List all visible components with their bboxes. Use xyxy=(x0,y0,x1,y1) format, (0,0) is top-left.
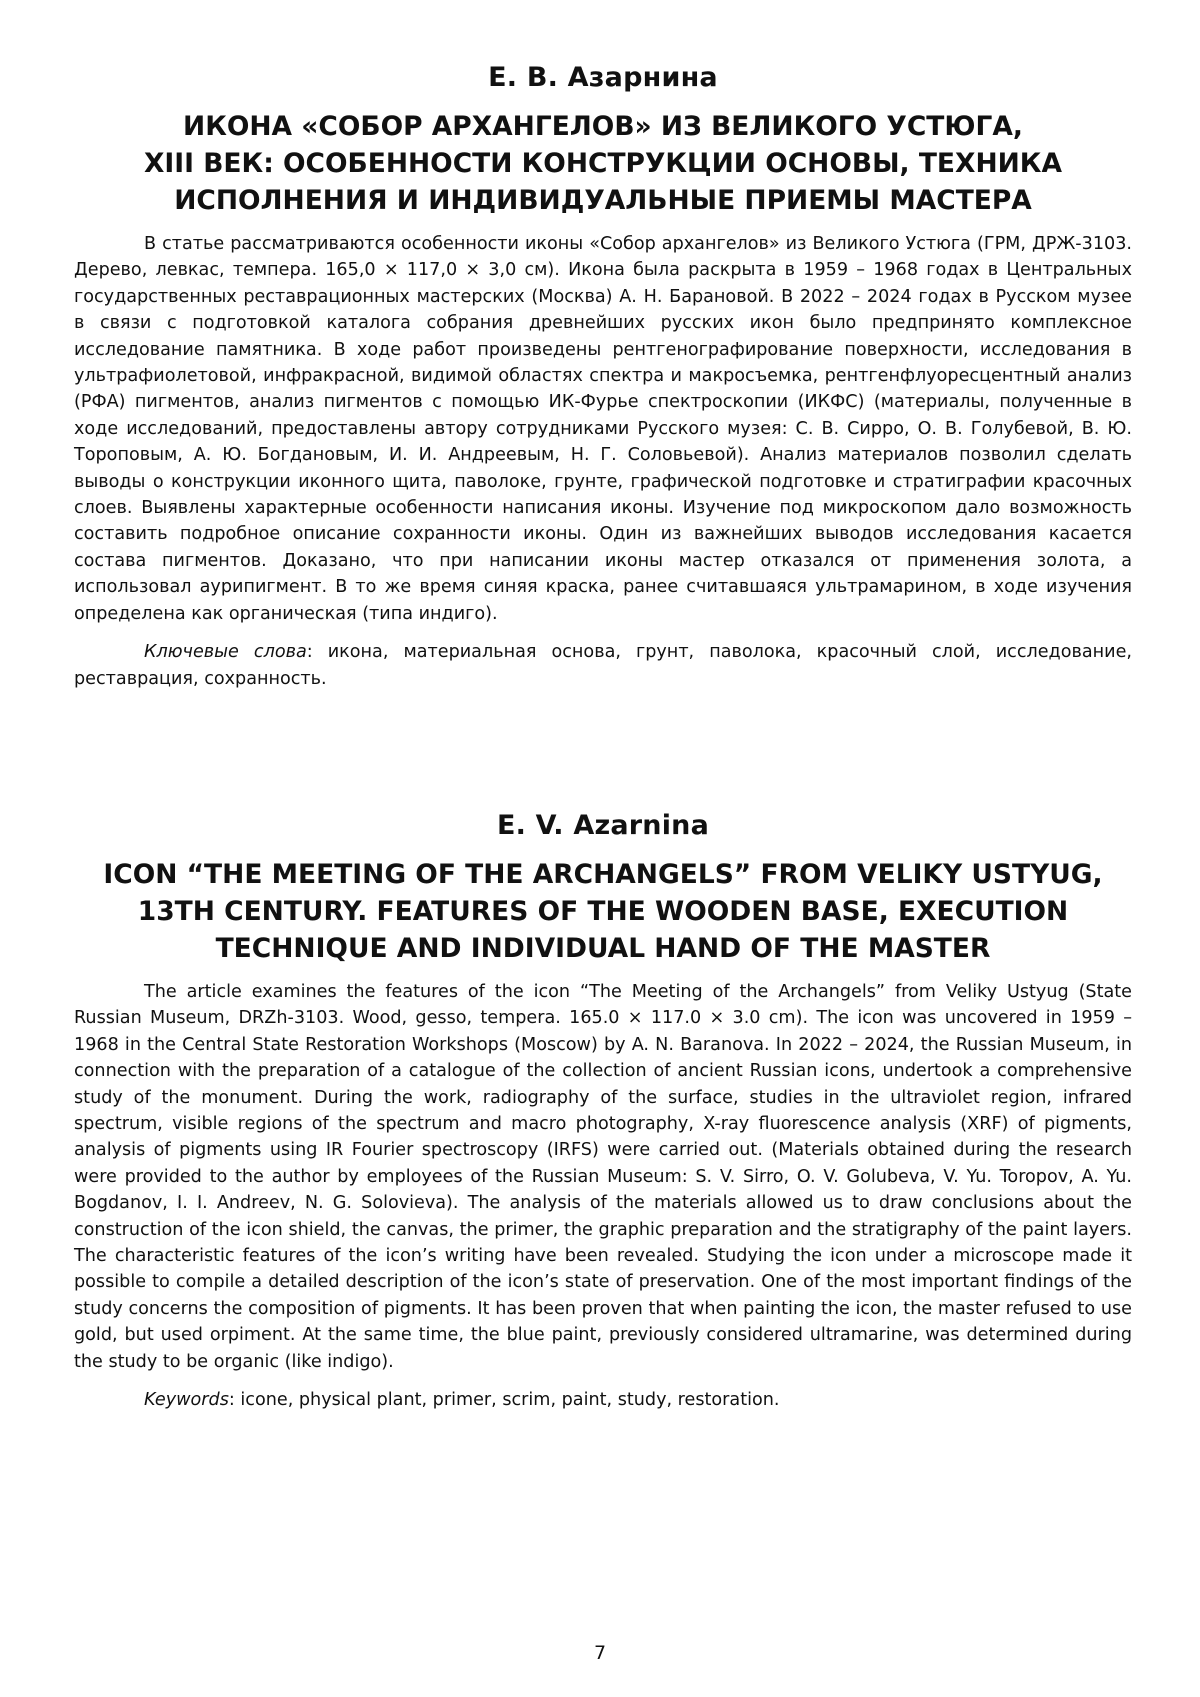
title-line: ИСПОЛНЕНИЯ И ИНДИВИДУАЛЬНЫЕ ПРИЕМЫ МАСТЕРА xyxy=(174,185,1032,216)
abstract-en: The article examines the features of the icon “The Meeting of the Archangels” from Veliky Ustyug (State Russian Museum, DRZh-3103. Wood, gesso, tempera. 165.0 × 117.0 × 3.0 cm). The icon was uncovered in 1959 – 1968 in the Central State Restoration Workshops (Moscow) by A. N. Baranova. In 2022 – 2024, the Russian Museum, in connection with the preparation of a catalogue of the collection of ancient Russian icons, undertook a comprehensive study of the monument. During the work, radiography of the surface, studies in the ultraviolet region, infrared spectrum, visible regions of the spectrum and macro photography, X-ray fluorescence analysis (XRF) of pigments, analysis of pigments using IR Fourier spectroscopy (IRFS) were carried out. (Materials obtained during the research were provided to the author by employees of the Russian Museum: S. V. Sirro, O. V. Golubeva, V. Yu. Toropov, A. Yu. Bogdanov, I. I. Andreev, N. G. Solovieva). The analysis of the materials allowed us to draw conclusions about the construction of the icon shield, the canvas, the primer, the graphic preparation and the stratigraphy of the paint layers. The characteristic features of the icon’s writing have been revealed. Studying the icon under a microscope made it possible to compile a detailed description of the icon’s state of preservation. One of the most important findings of the study concerns the composition of pigments. It has been proven that when painting the icon, the master refused to use gold, but used orpiment. At the same time, the blue paint, previously considered ultramarine, was determined during the study to be organic (like indigo). xyxy=(74,982,1132,1372)
title-line: ИКОНА «СОБОР АРХАНГЕЛОВ» ИЗ ВЕЛИКОГО УСТЮГА, xyxy=(183,111,1023,142)
article-title-en xyxy=(74,856,1132,967)
keywords-label-ru: Ключевые слова xyxy=(144,642,307,663)
title-line: 13TH CENTURY. FEATURES OF THE WOODEN BASE, EXECUTION xyxy=(137,896,1069,927)
article-title-ru xyxy=(74,108,1132,219)
title-line: TECHNIQUE AND INDIVIDUAL HAND OF THE MASTER xyxy=(215,933,991,964)
keywords-text-ru: : икона, материальная основа, грунт, паволока, красочный слой, исследование, реставрация, сохранность. xyxy=(74,642,1132,689)
russian-abstract-section xyxy=(74,58,1132,692)
title-line: ICON “THE MEETING OF THE ARCHANGELS” FROM VELIKY USTYUG, xyxy=(103,859,1103,890)
author-name-en: E. V. Azarnina xyxy=(496,810,710,841)
english-abstract-section xyxy=(74,806,1132,1414)
abstract-ru: В статье рассматриваются особенности иконы «Собор архангелов» из Великого Устюга (ГРМ, ДРЖ-3103. Дерево, левкас, темпера. 165,0 × 117,0 × 3,0 см). Икона была раскрыта в 1959 – 1968 годах в Центральных государственных реставрационных мастерских (Москва) А. Н. Барановой. В 2022 – 2024 годах в Русском музее в связи с подготовкой каталога собрания древнейших русских икон было предпринято комплексное исследование памятника. В ходе работ произведены рентгенографирование поверхности, исследования в ультрафиолетовой, инфракрасной, видимой областях спектра и макросъемка, рентгенфлуоресцентный анализ (РФА) пигментов, анализ пигментов с помощью ИК-Фурье спектроскопии (ИКФС) (материалы, полученные в ходе исследований, предоставлены автору сотрудниками Русского музея: С. В. Сирро, О. В. Голубевой, В. Ю. Тороповым, А. Ю. Богдановым, И. И. Андреевым, Н. Г. Соловьевой). Анализ материалов позволил сделать выводы о конструкции иконного щита, паволоке, грунте, графической подготовке и стратиграфии красочных слоев. Выявлены характерные особенности написания иконы. Изучение под микроскопом дало возможность составить подробное описание сохранности иконы. Один из важнейших выводов исследования касается состава пигментов. Доказано, что при написании иконы мастер отказался от применения золота, а использовал аурипигмент. В то же время синяя краска, ранее считавшаяся ультрамарином, в ходе изучения определена как органическая (типа индиго). xyxy=(74,234,1132,624)
keywords-label-en: Keywords xyxy=(144,1390,229,1411)
keywords-en xyxy=(74,1387,1132,1413)
keywords-text-en: : icone, physical plant, primer, scrim, paint, study, restoration. xyxy=(228,1390,780,1411)
keywords-ru xyxy=(74,639,1132,692)
page-number: 7 xyxy=(593,1642,607,1664)
author-name-ru: Е. В. Азарнина xyxy=(488,62,718,93)
title-line: XIII ВЕК: ОСОБЕННОСТИ КОНСТРУКЦИИ ОСНОВЫ, ТЕХНИКА xyxy=(144,148,1062,179)
